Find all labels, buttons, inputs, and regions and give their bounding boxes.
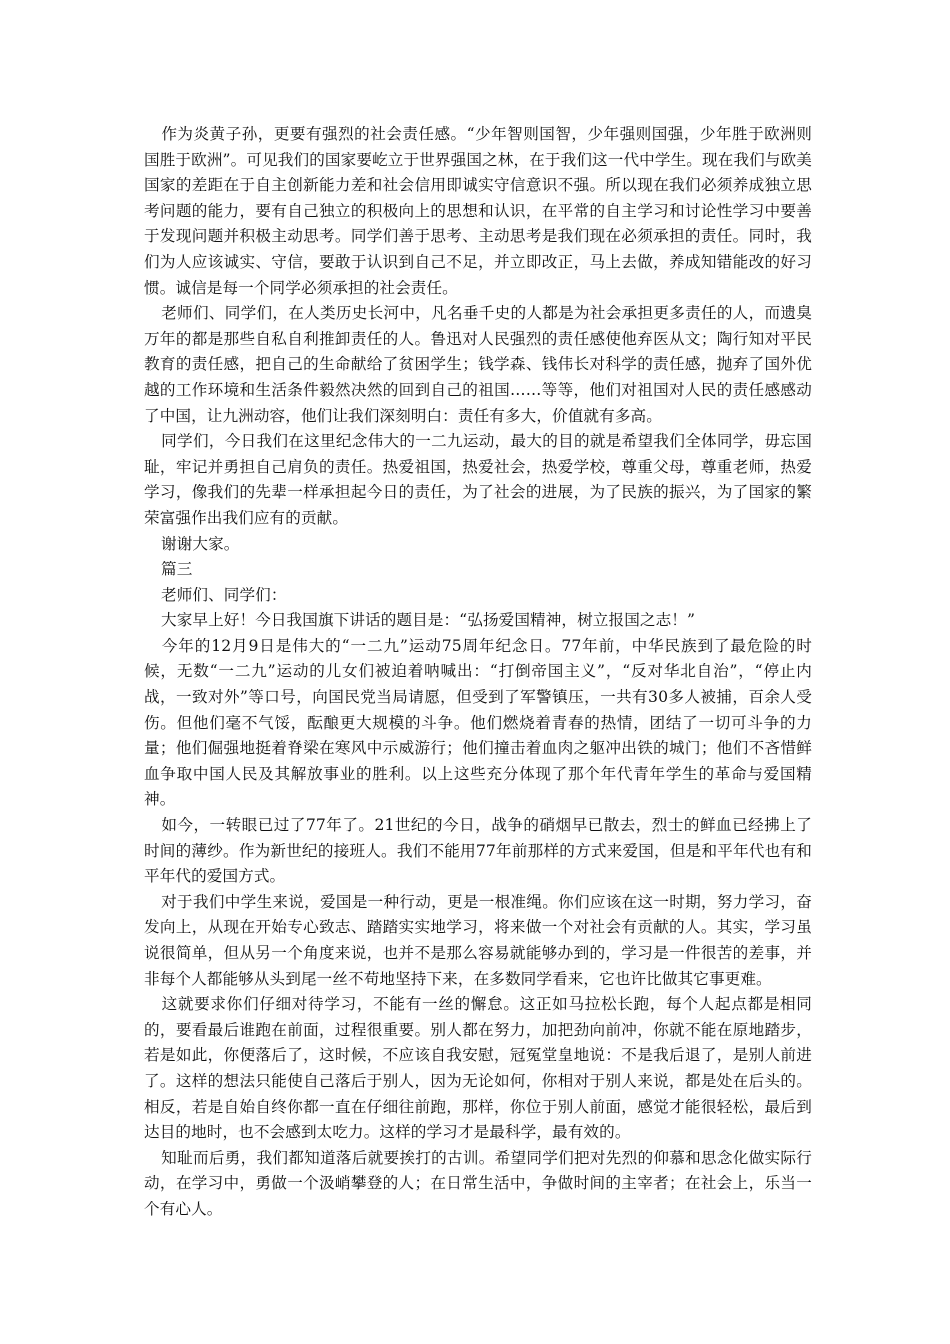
section-heading: 篇三 (161, 560, 193, 579)
paragraph-3: 同学们，今日我们在这里纪念伟大的一二九运动，最大的目的就是希望我们全体同学，毋忘国耻，牢记并勇担自己肩负的责任。热爱祖国，热爱社会，热爱学校，尊重父母，尊重老师，热爱学习，像我们的先辈一样承担起今日的责任，为了社会的进展，为了民族的振兴，为了国家的繁荣富强作出我们应有的贡献。 (144, 432, 812, 527)
paragraph-2: 老师们、同学们，在人类历史长河中，凡名垂千史的人都是为社会承担更多责任的人，而遗臭万年的都是那些自私自利推卸责任的人。鲁迅对人民强烈的责任感使他弃医从文；陶行知对平民教育的责任感，把自己的生命献给了贫困学生；钱学森、钱伟长对科学的责任感，抛弃了国外优越的工作环境和生活条件毅然决然的回到自己的祖国……等等，他们对祖国对人民的责任感感动了中国，让九洲动容，他们让我们深刻明白：责任有多大，价值就有多高。 (144, 304, 812, 425)
document-body (144, 122, 812, 1223)
paragraph-8: 今年的12月9日是伟大的“一二九”运动75周年纪念日。77年前，中华民族到了最危险的时候，无数“一二九”运动的儿女们被迫着呐喊出：“打倒帝国主义”，“反对华北自治”，“停止内战，一致对外”等口号，向国民党当局请愿，但受到了军警镇压，一共有30多人被捕，百余人受伤。但他们毫不气馁，酝酿更大规模的斗争。他们燃烧着青春的热情，团结了一切可斗争的力量；他们倔强地挺着脊梁在寒风中示威游行；他们撞击着血肉之躯冲出铁的城门；他们不吝惜鲜血争取中国人民及其解放事业的胜利。以上这些充分体现了那个年代青年学生的革命与爱国精神。 (144, 636, 812, 809)
salutation: 老师们、同学们： (161, 585, 287, 604)
paragraph-1: 作为炎黄子孙，更要有强烈的社会责任感。“少年智则国智，少年强则国强，少年胜于欧洲则国胜于欧洲”。可见我们的国家要屹立于世界强国之林，在于我们这一代中学生。现在我们与欧美国家的差距在于自主创新能力差和社会信用即诚实守信意识不强。所以现在我们必须养成独立思考问题的能力，要有自己独立的积极向上的思想和认识，在平常的自主学习和讨论性学习中要善于发现问题并积极主动思考。同学们善于思考、主动思考是我们现在必须承担的责任。同时，我们为人应该诚实、守信，要敢于认识到自己不足，并立即改正，马上去做，养成知错能改的好习惯。诚信是每一个同学必须承担的社会责任。 (144, 125, 812, 297)
paragraph-12: 知耻而后勇，我们都知道落后就要挨打的古训。希望同学们把对先烈的仰慕和思念化做实际行动，在学习中，勇做一个汲峭攀登的人；在日常生活中，争做时间的主宰者；在社会上，乐当一个有心人。 (144, 1148, 812, 1218)
paragraph-10: 对于我们中学生来说，爱国是一种行动，更是一根准绳。你们应该在这一时期，努力学习，奋发向上，从现在开始专心致志、踏踏实实地学习，将来做一个对社会有贡献的人。其实，学习虽说很简单，但从另一个角度来说，也并不是那么容易就能够办到的，学习是一件很苦的差事，并非每个人都能够从头到尾一丝不苟地坚持下来，在多数同学看来，它也许比做其它事更难。 (144, 892, 812, 988)
closing-thanks: 谢谢大家。 (161, 534, 240, 553)
paragraph-9: 如今，一转眼已过了77年了。21世纪的今日，战争的硝烟早已散去，烈士的鲜血已经拂上了时间的薄纱。作为新世纪的接班人。我们不能用77年前那样的方式来爱国，但是和平年代也有和平年代的爱国方式。 (144, 816, 812, 886)
greeting: 大家早上好！今日我国旗下讲话的题目是：“弘扬爱国精神，树立报国之志！” (161, 611, 696, 630)
paragraph-11: 这就要求你们仔细对待学习，不能有一丝的懈怠。这正如马拉松长跑，每个人起点都是相同的，要看最后谁跑在前面，过程很重要。别人都在努力，加把劲向前冲，你就不能在原地踏步，若是如此，你便落后了，这时候，不应该自我安慰，冠冤堂皇地说：不是我后退了，是别人前进了。这样的想法只能使自己落后于别人，因为无论如何，你相对于别人来说，都是处在后头的。相反，若是自始自终你都一直在仔细往前跑，那样，你位于别人前面，感觉才能很轻松，最后到达目的地时，也不会感到太吃力。这样的学习才是最科学，最有效的。 (144, 995, 812, 1142)
